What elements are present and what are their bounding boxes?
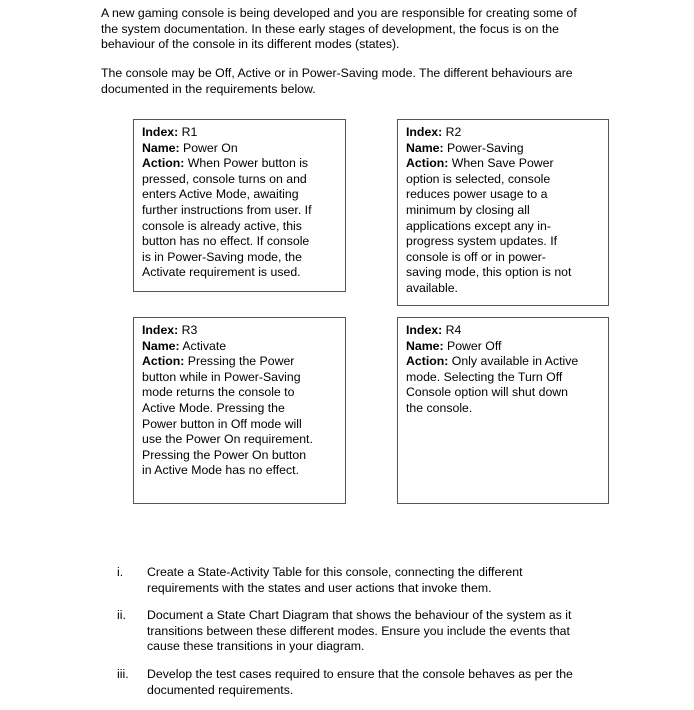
action-label: Action: — [406, 354, 449, 369]
question-list — [117, 565, 637, 710]
question-line: cause these transitions in your diagram. — [147, 639, 365, 654]
question-text — [147, 608, 637, 655]
question-number: ii. — [117, 608, 126, 623]
action-text: mode returns the console to — [142, 385, 295, 400]
name-value: Power Off — [447, 338, 502, 353]
action-label: Action: — [406, 156, 449, 171]
action-text: Console option will shut down — [406, 385, 569, 400]
action-text: further instructions from user. If — [142, 202, 312, 217]
question-line: Document a State Chart Diagram that shows the behaviour of the system as it — [147, 608, 572, 623]
name-value: Power-Saving — [447, 140, 524, 155]
action-text: use the Power On requirement. — [142, 432, 313, 447]
action-row — [406, 354, 601, 370]
index-row — [142, 323, 338, 339]
action-text: console is already active, this — [142, 218, 302, 233]
requirement-box-r3 — [133, 317, 346, 504]
action-text: Pressing the Power On button — [142, 447, 307, 462]
question-number: iii. — [117, 666, 129, 681]
name-row — [406, 339, 601, 355]
question-line: transitions between these different modes. Ensure you include the events that — [147, 623, 570, 638]
intro-paragraph-1 — [101, 6, 641, 53]
question-text — [147, 565, 637, 596]
action-row — [142, 354, 338, 370]
action-row — [406, 156, 601, 172]
action-row — [142, 156, 338, 172]
name-label: Name: — [406, 140, 444, 155]
question-line: requirements with the states and user actions that invoke them. — [147, 580, 492, 595]
name-row — [142, 141, 338, 157]
question-item — [117, 565, 637, 596]
action-text: reduces power usage to a — [406, 187, 548, 202]
question-item — [117, 667, 637, 698]
action-text: Only available in Active — [451, 354, 579, 369]
index-row — [406, 125, 601, 141]
action-text: the console. — [406, 400, 473, 415]
action-text: option is selected, console — [406, 171, 551, 186]
action-text: When Save Power — [451, 156, 554, 171]
intro-line: the system documentation. In these early stages of development, the focus is on the — [101, 21, 559, 36]
name-label: Name: — [142, 140, 180, 155]
name-label: Name: — [406, 338, 444, 353]
index-row — [406, 323, 601, 339]
action-text: Pressing the Power — [187, 354, 295, 369]
action-label: Action: — [142, 354, 185, 369]
name-row — [406, 141, 601, 157]
index-value: R3 — [181, 323, 198, 337]
action-text: Active Mode. Pressing the — [142, 400, 285, 415]
name-value: Activate — [182, 338, 227, 353]
intro-line: documented in the requirements below. — [101, 81, 316, 96]
action-text: is in Power-Saving mode, the — [142, 249, 302, 264]
question-line: Create a State-Activity Table for this console, connecting the different — [147, 565, 523, 579]
name-label: Name: — [142, 338, 180, 353]
requirement-box-r1 — [133, 119, 346, 292]
question-line: documented requirements. — [147, 682, 294, 697]
requirement-box-r2 — [397, 119, 609, 306]
question-text — [147, 667, 637, 698]
action-text: progress system updates. If — [406, 234, 558, 249]
question-item — [117, 608, 637, 655]
requirement-box-r4 — [397, 317, 609, 504]
action-text: in Active Mode has no effect. — [142, 463, 299, 478]
action-text: enters Active Mode, awaiting — [142, 187, 299, 202]
action-text: pressed, console turns on and — [142, 171, 307, 186]
intro-paragraph-2 — [101, 66, 641, 97]
intro-line: behaviour of the console in its different modes (states). — [101, 37, 400, 52]
index-label: Index: — [142, 323, 179, 337]
action-label: Action: — [142, 156, 185, 171]
index-value: R1 — [181, 125, 198, 139]
action-text: console is off or in power- — [406, 249, 546, 264]
action-text: When Power button is — [187, 156, 309, 171]
index-label: Index: — [142, 125, 179, 139]
action-text: available. — [406, 280, 458, 295]
action-text: saving mode, this option is not — [406, 265, 572, 280]
action-text: mode. Selecting the Turn Off — [406, 369, 563, 384]
name-value: Power On — [183, 140, 238, 155]
action-text: Power button in Off mode will — [142, 416, 302, 431]
action-text: applications except any in- — [406, 218, 551, 233]
name-row — [142, 339, 338, 355]
index-label: Index: — [406, 323, 443, 337]
question-number: i. — [117, 565, 124, 579]
intro-line: A new gaming console is being developed and you are responsible for creating some of — [101, 6, 577, 20]
index-label: Index: — [406, 125, 443, 139]
index-value: R4 — [445, 323, 462, 337]
index-value: R2 — [445, 125, 462, 139]
action-text: Activate requirement is used. — [142, 265, 301, 280]
intro-line: The console may be Off, Active or in Power-Saving mode. The different behaviours are — [101, 66, 573, 80]
action-text: button while in Power-Saving — [142, 369, 301, 384]
action-text: minimum by closing all — [406, 202, 530, 217]
question-line: Develop the test cases required to ensure that the console behaves as per the — [147, 666, 573, 681]
action-text: button has no effect. If console — [142, 234, 310, 249]
index-row — [142, 125, 338, 141]
